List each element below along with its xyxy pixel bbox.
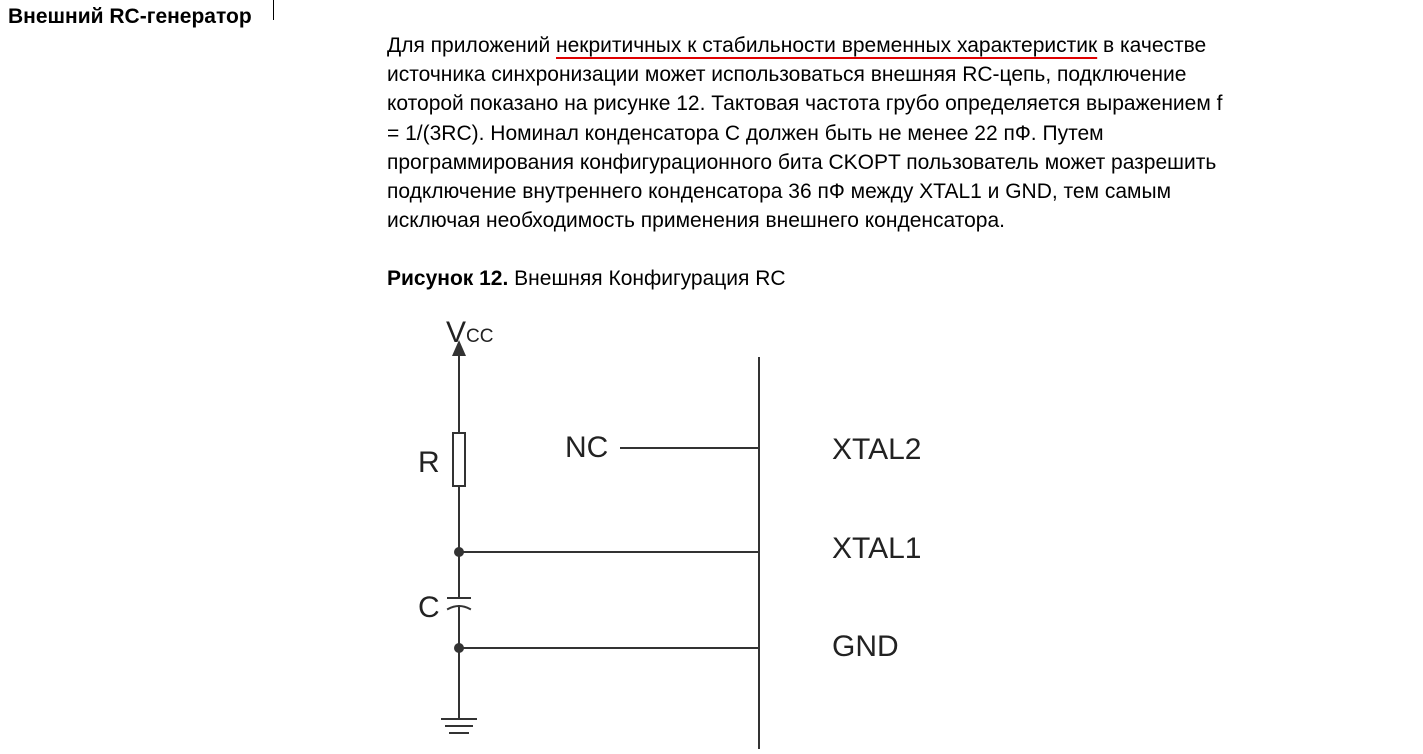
pin-label-xtal2: XTAL2: [832, 433, 922, 466]
nc-label: NC: [565, 431, 609, 464]
spellcheck-marked-text[interactable]: некритичных к стабильности временных характеристик: [556, 34, 1098, 57]
junction-dot-xtal1: [454, 547, 464, 557]
paragraph-line-7: исключая необходимость применения внешнего конденсатора.: [387, 209, 1005, 233]
paragraph-line-1-end: в качестве: [1097, 34, 1207, 57]
resistor-symbol: [453, 433, 465, 486]
figure-title: Внешняя Конфигурация RC: [508, 267, 786, 290]
paragraph-line-6: подключение внутреннего конденсатора 36 пФ между XTAL1 и GND, тем самым: [387, 180, 1172, 204]
resistor-label: R: [418, 446, 440, 479]
capacitor-label: C: [418, 591, 440, 624]
paragraph-line-4: = 1/(3RC). Номинал конденсатора C должен быть не менее 22 пФ. Путем: [387, 121, 1104, 145]
junction-dot-gnd: [454, 643, 464, 653]
vcc-label-main: V: [446, 316, 467, 349]
paragraph-line-5: программирования конфигурационного бита CKOPT пользователь может разрешить: [387, 150, 1217, 174]
paragraph-line-2: источника синхронизации может использоваться внешняя RC-цепь, подключение: [387, 63, 1187, 87]
vcc-label: [446, 316, 493, 349]
pin-label-gnd: GND: [832, 630, 899, 663]
paragraph-line-3: которой показано на рисунке 12. Тактовая частота грубо определяется выражением f: [387, 92, 1223, 116]
pin-label-xtal1: XTAL1: [832, 532, 922, 565]
figure-number: Рисунок 12.: [387, 267, 509, 290]
paragraph-line-1-start: Для приложений: [387, 34, 557, 57]
vcc-label-sub: CC: [466, 326, 494, 347]
section-heading: Внешний RC-генератор: [8, 5, 252, 28]
